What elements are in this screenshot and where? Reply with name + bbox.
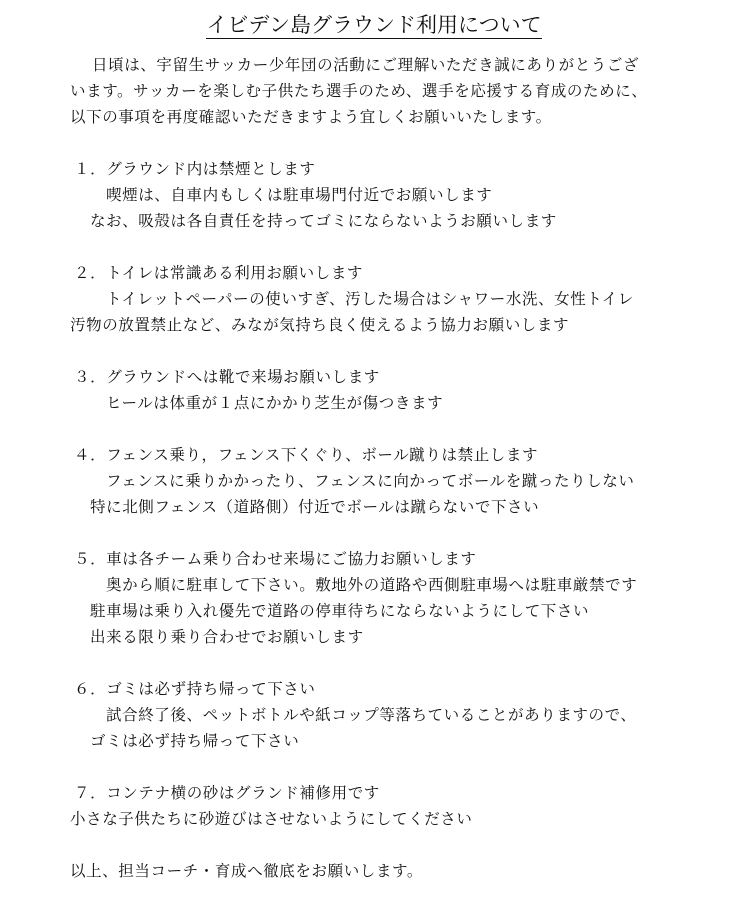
intro-line: 以下の事項を再度確認いただきますよう宜しくお願いいたします。	[70, 108, 552, 126]
item-heading-7: ７．コンテナ横の砂はグランド補修用です	[74, 784, 380, 802]
item-2-body-line: トイレットペーパーの使いすぎ、汚した場合はシャワー水洗、女性トイレ	[106, 290, 634, 308]
item-5-body-line: 奥から順に駐車して下さい。敷地外の道路や西側駐車場へは駐車厳禁です	[106, 576, 638, 594]
item-4-body-line: フェンスに乗りかかったり、フェンスに向かってボールを蹴ったりしない	[106, 472, 635, 490]
item-heading-1: １．グラウンド内は禁煙とします	[74, 160, 316, 178]
closing-line: 以上、担当コーチ・育成へ徹底をお願いします。	[70, 862, 423, 880]
item-6-body-line: 試合終了後、ペットボトルや紙コップ等落ちていることがありますので、	[106, 706, 637, 724]
document-title-text: イビデン島グラウンド利用について	[206, 13, 542, 37]
intro-line: います。サッカーを楽しむ子供たち選手のため、選手を応援する育成のために、	[70, 82, 648, 100]
item-heading-4: ４．フェンス乗り，フェンス下くぐり、ボール蹴りは禁止します	[74, 446, 539, 464]
item-heading-2: ２．トイレは常識ある利用お願いします	[74, 264, 364, 282]
item-1-body-line: 喫煙は、自車内もしくは駐車場門付近でお願いします	[106, 186, 493, 204]
document-title	[0, 10, 748, 40]
item-4-body-line: 特に北側フェンス（道路側）付近でボールは蹴らないで下さい	[90, 498, 540, 516]
item-heading-6: ６．ゴミは必ず持ち帰って下さい	[74, 680, 316, 698]
item-5-body-line: 出来る限り乗り合わせでお願いします	[90, 628, 364, 646]
intro-line: 日頃は、宇留生サッカー少年団の活動にご理解いただき誠にありがとうござ	[92, 56, 640, 74]
item-heading-5: ５．車は各チーム乗り合わせ来場にご協力お願いします	[74, 550, 477, 568]
item-1-body-line: なお、吸殻は各自責任を持ってゴミにならないようお願いします	[90, 212, 557, 230]
item-6-body-line: ゴミは必ず持ち帰って下さい	[90, 732, 300, 750]
item-2-body-line: 汚物の放置禁止など、みなが気持ち良く使えるよう協力お願いします	[70, 316, 570, 334]
item-7-body-line: 小さな子供たちに砂遊びはさせないようにしてください	[70, 810, 473, 828]
item-3-body-line: ヒールは体重が１点にかかり芝生が傷つきます	[106, 394, 444, 412]
item-5-body-line: 駐車場は乗り入れ優先で道路の停車待ちにならないようにして下さい	[90, 602, 590, 620]
item-heading-3: ３．グラウンドへは靴で来場お願いします	[74, 368, 380, 386]
